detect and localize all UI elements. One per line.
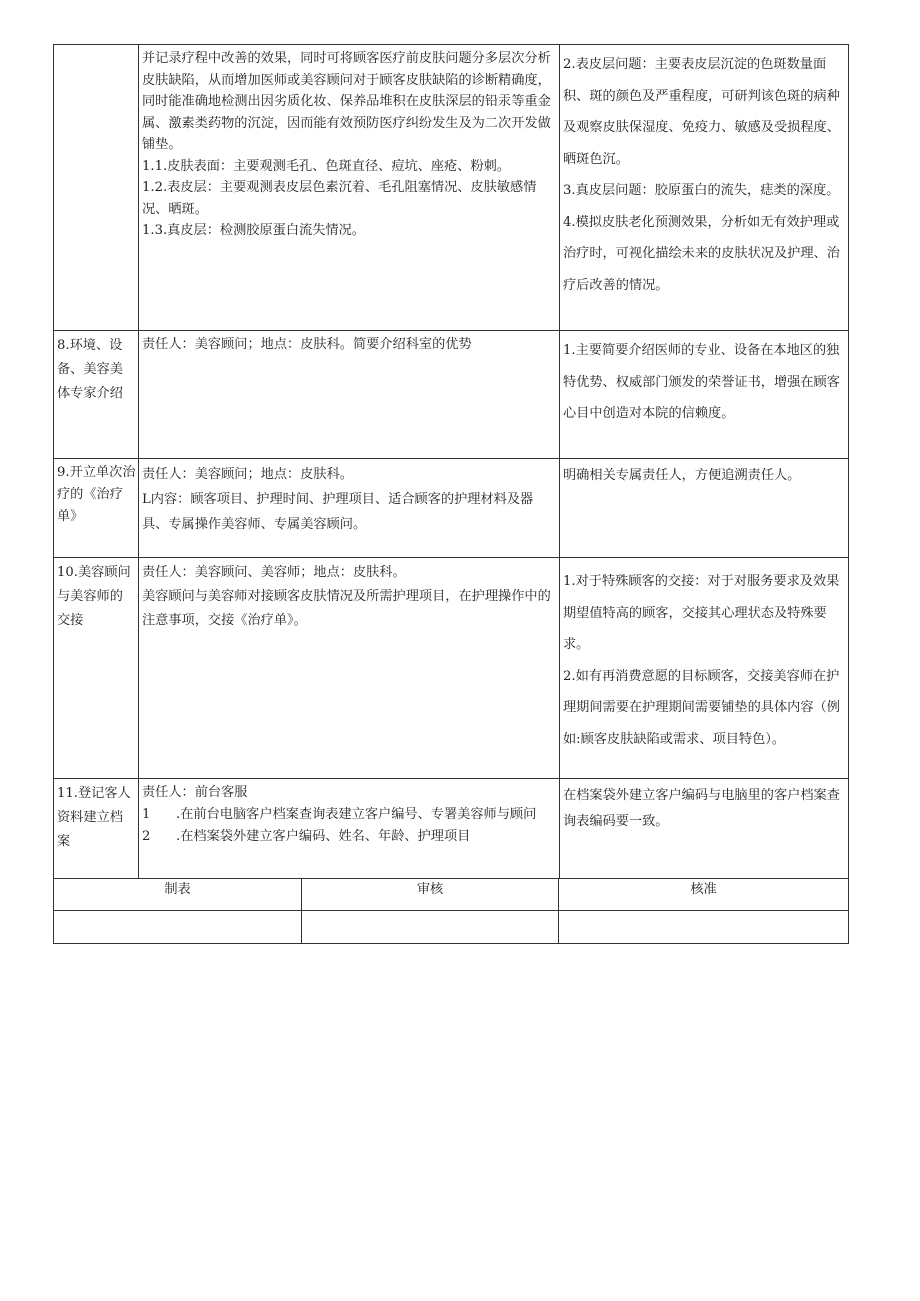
note-paragraph: 2.如有再消费意愿的目标顾客，交接美容师在护理期间需要在护理期间需要铺垫的具体内容（例如:顾客皮肤缺陷或需求、项目特色）。 [563, 668, 840, 747]
signoff-review-label: 审核 [302, 879, 559, 910]
content-paragraph: 1.1.皮肤表面：主要观测毛孔、色斑直径、痘坑、座疮、粉刺。 [142, 158, 511, 174]
note-paragraph: 1.对于特殊顾客的交接：对于对服务要求及效果期望值特高的顾客，交接其心理状态及特殊要求。 [563, 574, 840, 652]
list-item [142, 826, 557, 848]
signoff-blank-row [54, 910, 848, 943]
step-label-cell: 10.美容顾问与美容师的交接 [54, 558, 139, 778]
content-paragraph: 并记录疗程中改善的效果，同时可将顾客医疗前皮肤问题分多层次分析皮肤缺陷，从而增加医师或美容顾问对于顾客皮肤缺陷的诊断精确度，同时能准确地检测出因劣质化妆、保养品堆积在皮肤深层的铅汞等重金属、激素类药物的沉淀，因而能有效预防医疗纠纷发生及为二次开发做铺垫。 [142, 51, 551, 152]
content-paragraph: 责任人：美容顾问；地点：皮肤科。简要介绍科室的优势 [142, 337, 472, 352]
notes-cell [560, 331, 848, 458]
notes-cell [560, 779, 848, 878]
table-row [54, 778, 848, 878]
table-row [54, 330, 848, 458]
signoff-approve-label: 核准 [690, 882, 717, 897]
content-paragraph: L内容：顾客项目、护理时间、护理项目、适合顾客的护理材料及器具、专属操作美容师、专属美容顾问。 [142, 492, 534, 532]
note-paragraph: 明确相关专属责任人，方便追溯责任人。 [563, 468, 801, 483]
signoff-make-field[interactable] [54, 911, 302, 943]
content-cell [139, 779, 560, 878]
notes-cell [560, 459, 848, 557]
list-item-number: 2 [142, 829, 151, 844]
content-cell [139, 331, 560, 458]
content-paragraph: 责任人：美容顾问；地点：皮肤科。 [142, 467, 353, 482]
note-paragraph: 3.真皮层问题：胶原蛋白的流失，痣类的深度。 [563, 183, 840, 198]
list-item-text: .在前台电脑客户档案查询表建立客户编号、专署美容师与顾问 [176, 807, 537, 822]
note-paragraph: 在档案袋外建立客户编码与电脑里的客户档案查询表编码要一致。 [563, 788, 840, 829]
signoff-review-field[interactable] [302, 911, 559, 943]
content-cell [139, 45, 560, 330]
table-row [54, 557, 848, 778]
list-item-number: 1 [142, 807, 151, 822]
content-paragraph: 责任人：美容顾问、美容师；地点：皮肤科。 [142, 565, 406, 580]
content-paragraph: 美容顾问与美容师对接顾客皮肤情况及所需护理项目，在护理操作中的注意事项，交接《治疗单》。 [142, 589, 551, 628]
content-paragraph: 1.2.表皮层：主要观测表皮层色素沉着、毛孔阻塞情况、皮肤敏感情况、晒斑。 [142, 180, 537, 217]
table-row [54, 45, 848, 330]
list-item-text: .在档案袋外建立客户编码、姓名、年龄、护理项目 [176, 829, 471, 844]
step-label-cell: 11.登记客人资料建立档案 [54, 779, 139, 878]
list-item [142, 804, 557, 826]
step-label-cell: 9.开立单次治疗的《治疗单》 [54, 459, 139, 557]
content-cell [139, 558, 560, 778]
notes-cell [560, 45, 848, 330]
content-paragraph: 责任人：前台客服 [142, 785, 248, 800]
content-paragraph: 1.3.真皮层：检测胶原蛋白流失情况。 [142, 223, 365, 238]
signoff-header-row [54, 878, 848, 910]
signoff-make-label: 制表 [54, 879, 302, 910]
notes-cell [560, 558, 848, 778]
note-paragraph: 1.主要简要介绍医师的专业、设备在本地区的独特优势、权威部门颁发的荣誉证书，增强在顾客心目中创造对本院的信赖度。 [563, 343, 840, 421]
step-label-cell: 8.环境、设备、美容美体专家介绍 [54, 331, 139, 458]
content-cell [139, 459, 560, 557]
note-paragraph: 2.表皮层问题：主要表皮层沉淀的色斑数量面积、斑的颜色及严重程度，可研判该色斑的病种及观察皮肤保湿度、免疫力、敏感及受损程度、晒斑色沉。 [563, 57, 840, 167]
signoff-approve-field[interactable] [559, 911, 848, 943]
process-table [53, 44, 849, 944]
note-paragraph: 4.模拟皮肤老化预测效果，分析如无有效护理或治疗时，可视化描绘未来的皮肤状况及护理、治疗后改善的情况。 [563, 214, 840, 293]
table-row [54, 458, 848, 557]
step-label-cell [54, 45, 139, 330]
